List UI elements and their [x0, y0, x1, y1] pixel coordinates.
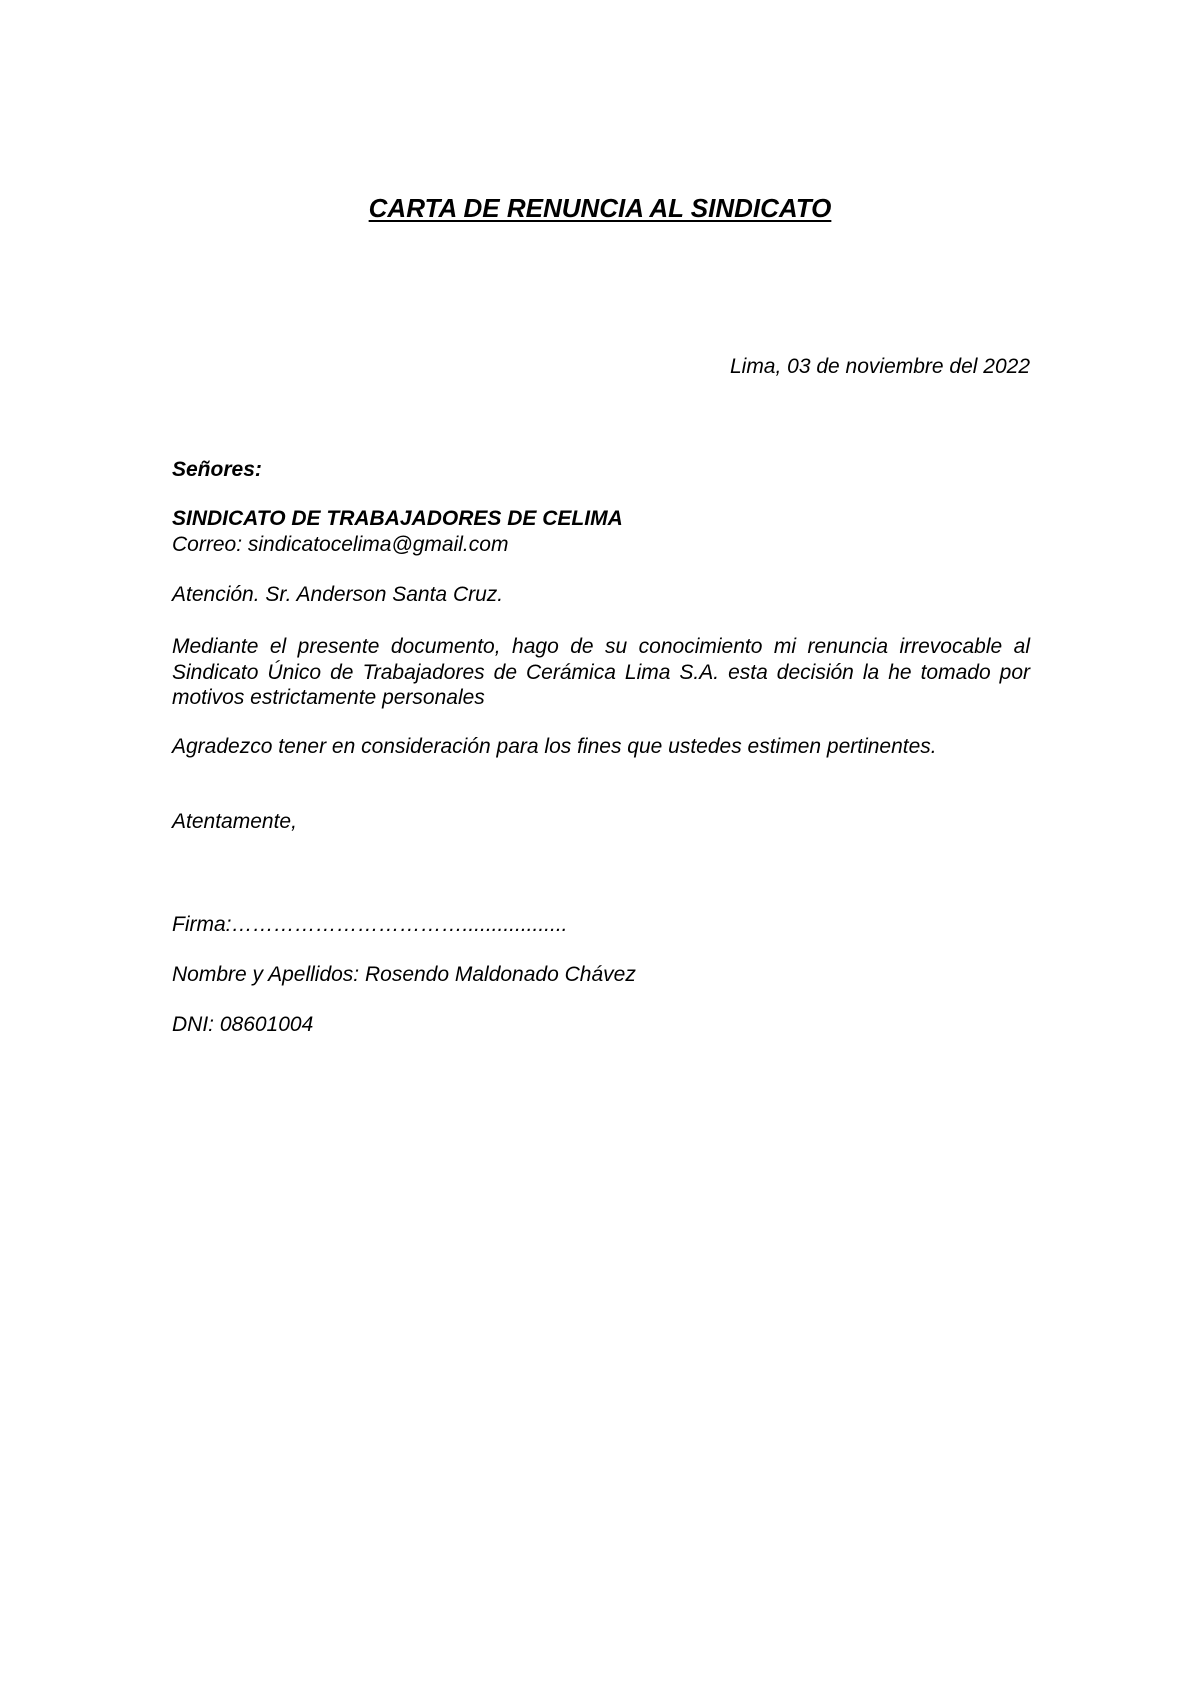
date-line: Lima, 03 de noviembre del 2022 — [729, 355, 1030, 378]
body-paragraph-1: Mediante el presente documento, hago de su conocimiento mi renuncia irrevocable al Sindicato Único de Trabajadores de Cerámica Lima S.A. esta decisión la he tomado por motivos estrictamente personales — [172, 635, 1030, 709]
full-name-line: Nombre y Apellidos: Rosendo Maldonado Chávez — [172, 963, 636, 986]
salutation: Señores: — [172, 458, 262, 481]
body-paragraph-2: Agradezco tener en consideración para los fines que ustedes estimen pertinentes. — [172, 735, 937, 758]
document-title: CARTA DE RENUNCIA AL SINDICATO — [368, 193, 832, 223]
attention-line: Atención. Sr. Anderson Santa Cruz. — [172, 583, 504, 606]
closing: Atentamente, — [172, 810, 297, 833]
dni-line: DNI: 08601004 — [172, 1013, 314, 1036]
recipient-organization: SINDICATO DE TRABAJADORES DE CELIMA — [172, 507, 623, 530]
signature-line: Firma:…………………………….................. — [172, 913, 568, 936]
recipient-email: Correo: sindicatocelima@gmail.com — [172, 533, 509, 556]
